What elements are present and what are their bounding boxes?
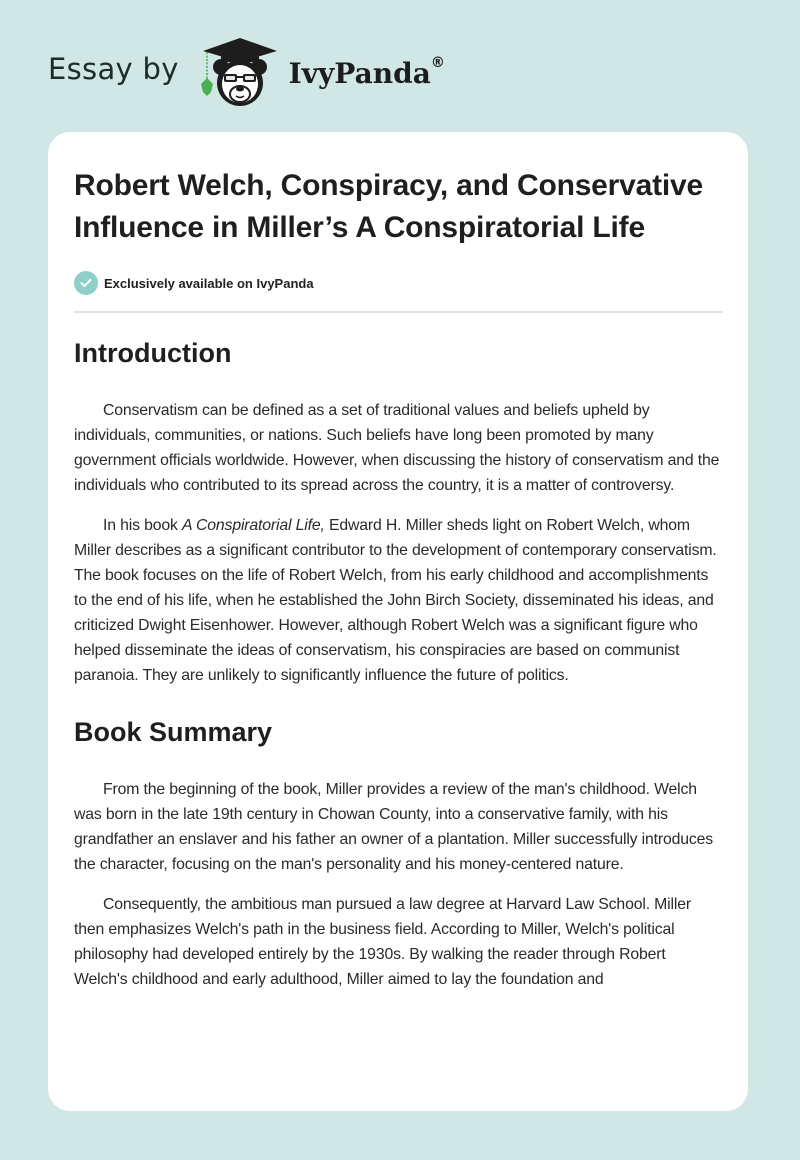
brand-name[interactable]: [288, 54, 445, 90]
section-heading: Introduction: [74, 338, 232, 368]
paragraph: From the beginning of the book, Miller provides a review of the man's childhood. Welch was born in the late 19th century in Chowan County, into a conservative family, with his grandfather an enslaver and his father an owner of a plantation. Miller successfully introduces the character, focusing on the man's personality and his money-centered nature.: [74, 781, 714, 873]
panda-graduation-cap-logo-icon[interactable]: [197, 36, 283, 110]
section-introduction: [74, 335, 722, 688]
exclusive-label: Exclusively available on IvyPanda: [104, 275, 314, 291]
paragraph-text: In his book: [103, 517, 182, 534]
paragraph: [74, 513, 722, 688]
exclusive-badge: [74, 270, 722, 296]
paragraph: Conservatism can be defined as a set of traditional values and beliefs upheld by individuals, communities, or nations. Such beliefs have long been promoted by many government officials worldwide. However, when discussing the history of conservatism and the individuals who contributed to its spread across the country, it is a matter of controversy.: [74, 402, 720, 494]
paragraph-text: Edward H. Miller sheds light on Robert Welch, whom Miller describes as a significant contributor to the development of contemporary conservatism. The book focuses on the life of Robert Welch, from his early childhood and accomplishments to the end of his life, when he established the John Birch Society, disseminated his ideas, and criticized Dwight Eisenhower. However, although Robert Welch was a significant figure who helped disseminate the ideas of conservatism, his conspiracies are based on communist paranoia. They are unlikely to significantly influence the future of politics.: [74, 517, 717, 684]
essay-title: Robert Welch, Conspiracy, and Conservative Influence in Miller’s A Conspiratorial Life: [74, 169, 703, 244]
check-circle-icon: [74, 271, 98, 295]
registered-mark: ®: [430, 54, 445, 71]
essay-by-label: Essay by: [48, 52, 179, 86]
brand-name-text: IvyPanda: [288, 56, 431, 90]
section-heading: Book Summary: [74, 717, 273, 747]
paragraph: Consequently, the ambitious man pursued a law degree at Harvard Law School. Miller then emphasizes Welch's path in the business field. According to Miller, Welch's political philosophy had developed entirely by the 1930s. By walking the reader through Robert Welch's childhood and early adulthood, Miller aimed to lay the foundation and: [74, 896, 692, 988]
book-title: A Conspiratorial Life,: [182, 517, 325, 534]
title-divider: [74, 311, 723, 313]
site-header: [48, 36, 445, 110]
essay-card: [48, 132, 748, 1111]
section-book-summary: [74, 714, 722, 992]
